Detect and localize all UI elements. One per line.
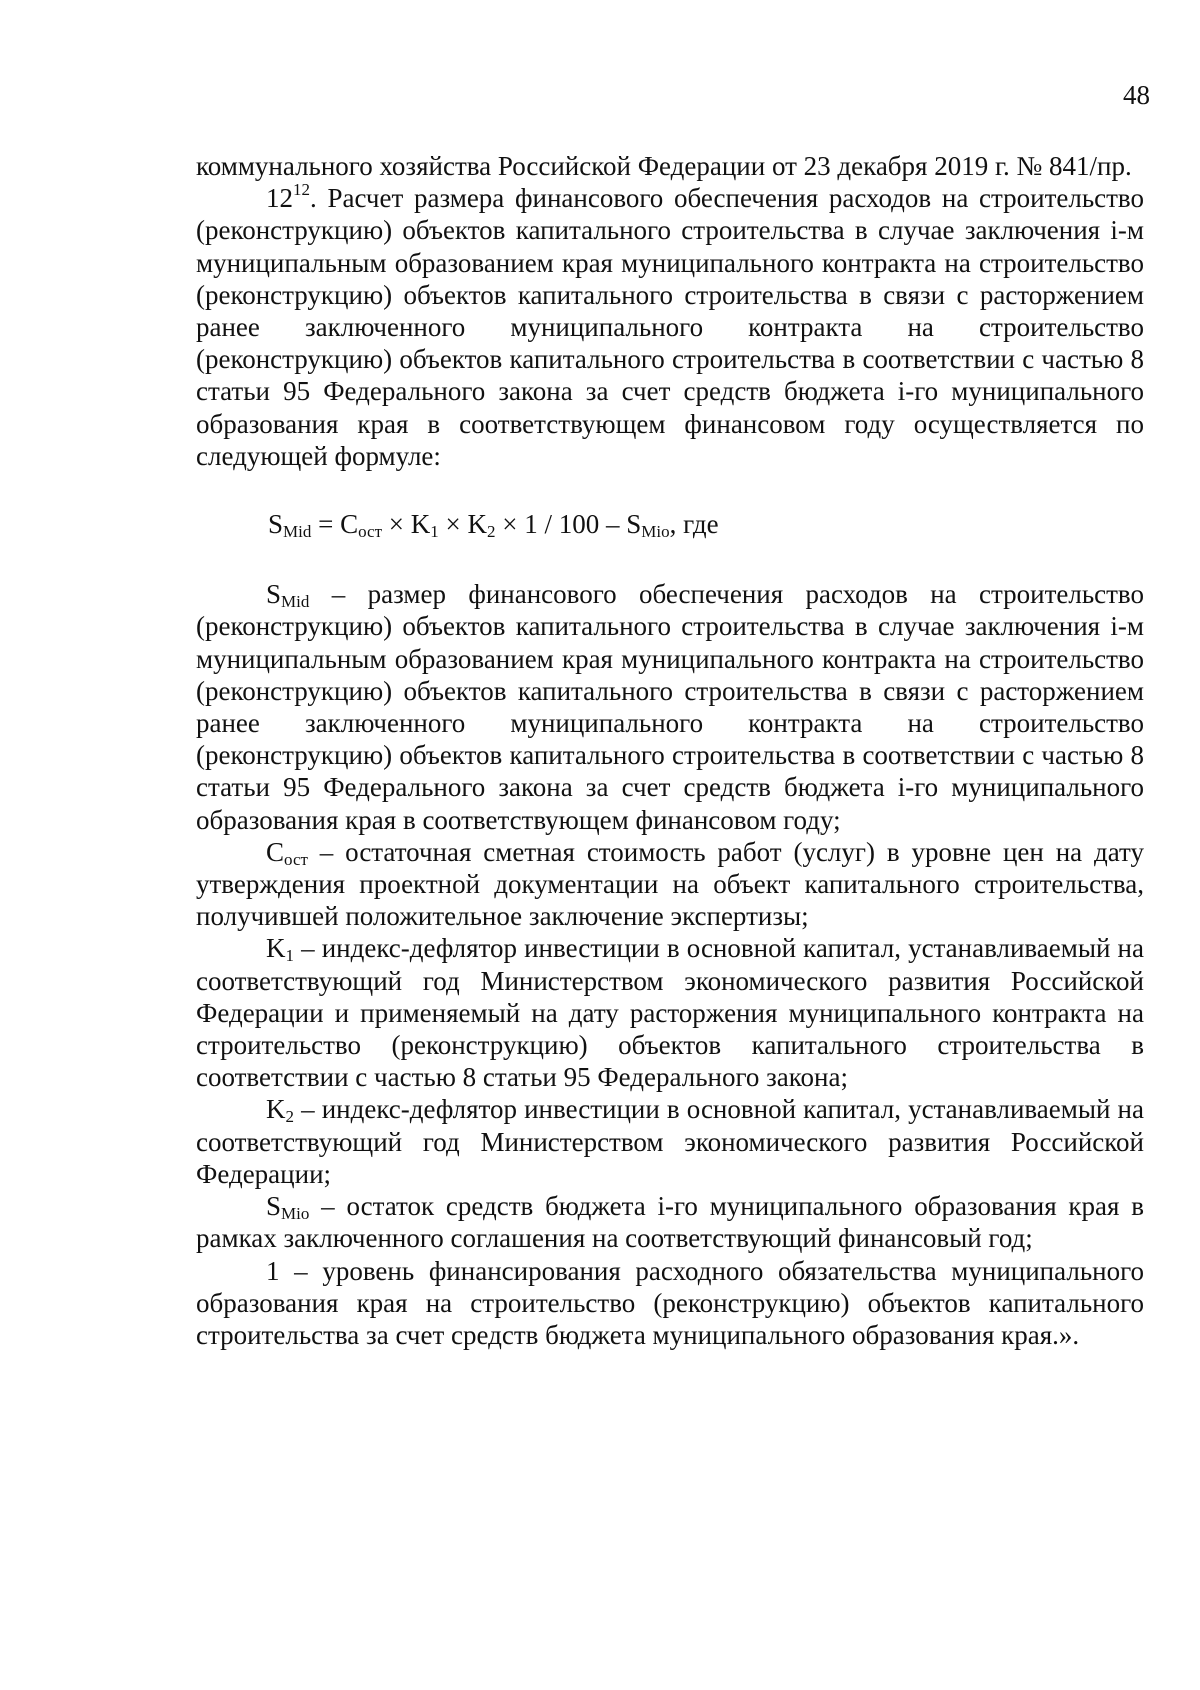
formula-c-subscript: ост [358, 522, 383, 542]
formula-tail: × 1 / 100 – [495, 509, 627, 540]
definition-text: – остаток средств бюджета i-го муниципального образования края в рамках заключенного соглашения на соответствующий финансовый год; [196, 1191, 1144, 1254]
formula-times-1: × [382, 509, 411, 540]
symbol-subscript: Mid [281, 592, 310, 612]
paragraph-number: 12 [266, 183, 293, 214]
symbol-subscript: ост [284, 849, 308, 869]
paragraph-12-12 [196, 182, 1144, 472]
symbol-subscript: 1 [285, 946, 294, 966]
symbol-letter: K [266, 933, 286, 964]
definition-cost [196, 836, 1144, 933]
formula-k2: K [467, 509, 487, 540]
formula-s: S [268, 509, 284, 540]
symbol-letter: C [266, 836, 285, 867]
formula-k2-subscript: 2 [487, 522, 496, 542]
formula-k1-subscript: 1 [430, 522, 439, 542]
definition-symbol [266, 933, 294, 966]
formula-equals: = [311, 509, 341, 540]
formula-smio-subscript: Mio [641, 522, 670, 542]
formula-times-2: × [438, 509, 468, 540]
definition-one [196, 1255, 1144, 1352]
definition-k2 [196, 1093, 1144, 1190]
definition-symbol [266, 837, 308, 867]
symbol-subscript: Mio [281, 1204, 310, 1224]
definition-k1 [196, 932, 1144, 1093]
symbol-letter: S [266, 1191, 282, 1222]
definition-text: – уровень финансирования расходного обязательства муниципального образования края на строительство (реконструкцию) объектов капитального строительства за счет средств бюджета муниципального образования края.». [196, 1255, 1144, 1350]
paragraph-continuation [196, 150, 1144, 182]
formula [196, 508, 1144, 540]
definition-symbol [266, 1094, 294, 1127]
formula-s-subscript: Mid [283, 522, 312, 542]
paragraph-text: коммунального хозяйства Российской Федерации от 23 декабря 2019 г. № 841/пр. [196, 151, 1132, 181]
paragraph-text: . Расчет размера финансового обеспечения расходов на строительство (реконструкцию) объектов капитального строительства в случае заключения i-м муниципальным образованием края муниципального контракта на строительство (реконструкцию) объектов капитального строительства в связи с расторжением ранее заключенного муниципального контракта на строительство (реконструкцию) объектов капитального строительства в соответствии с частью 8 статьи 95 Федерального закона за счет средств бюджета i-го муниципального образования края в соответствующем финансовом году осуществляется по следующей формуле: [196, 183, 1144, 471]
page-number: 48 [1123, 80, 1150, 110]
symbol-letter: K [266, 1094, 286, 1125]
formula-c: C [340, 509, 359, 540]
formula-k1: K [410, 509, 431, 540]
definition-text: – размер финансового обеспечения расходов на строительство (реконструкцию) объектов капитального строительства в случае заключения i-м муниципальным образованием края муниципального контракта на строительство (реконструкцию) объектов капитального строительства в связи с расторжением ранее заключенного муниципального контракта на строительство (реконструкцию) объектов капитального строительства в соответствии с частью 8 статьи 95 Федерального закона за счет средств бюджета i-го муниципального образования края в соответствующем финансовом году; [196, 579, 1144, 835]
definition-text: – индекс-дефлятор инвестиции в основной капитал, устанавливаемый на соответствующий год Министерством экономического развития Российской Федерации; [196, 1094, 1144, 1189]
paragraph-number-superscript: 12 [293, 180, 310, 200]
symbol-letter: S [266, 579, 282, 610]
definition-smio [196, 1190, 1144, 1254]
definition-symbol [266, 1191, 310, 1224]
definition-smid [196, 578, 1144, 836]
formula-smio: S [626, 509, 642, 540]
definition-text: – остаточная сметная стоимость работ (услуг) в уровне цен на дату утверждения проектной документации на объект капитального строительства, получившей положительное заключение экспертизы; [196, 836, 1144, 932]
symbol-subscript: 2 [285, 1107, 294, 1127]
document-body [196, 150, 1144, 1351]
formula-end: , где [669, 509, 719, 540]
definition-symbol: 1 [266, 1255, 280, 1286]
definition-text: – индекс-дефлятор инвестиции в основной капитал, устанавливаемый на соответствующий год Министерством экономического развития Российской Федерации и применяемый на дату расторжения муниципального контракта на строительство (реконструкцию) объектов капитального строительства в соответствии с частью 8 статьи 95 Федерального закона; [196, 933, 1144, 1093]
definition-symbol [266, 579, 310, 612]
